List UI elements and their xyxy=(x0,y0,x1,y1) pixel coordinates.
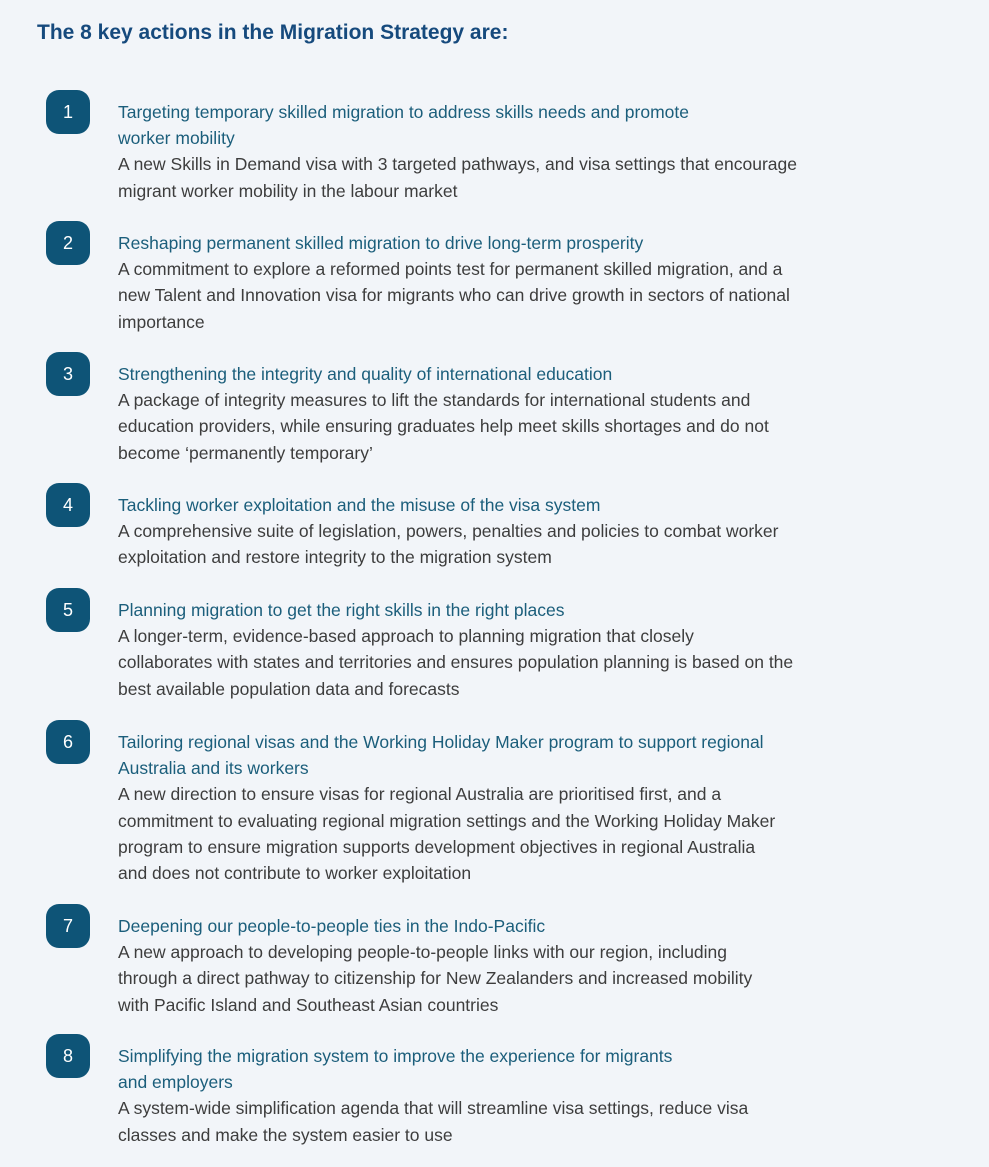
action-description xyxy=(118,939,948,1018)
action-title-line: Planning migration to get the right skills in the right places xyxy=(118,600,565,620)
action-title-line: Australia and its workers xyxy=(118,758,309,779)
action-description-line: A longer-term, evidence-based approach to planning migration that closely xyxy=(118,626,694,647)
action-title xyxy=(118,597,948,623)
action-description-line: classes and make the system easier to use xyxy=(118,1124,453,1145)
action-title-line: worker mobility xyxy=(118,128,235,149)
action-number-badge: 4 xyxy=(46,483,90,527)
action-title-line: Tackling worker exploitation and the misuse of the visa system xyxy=(118,495,601,515)
action-title-line: Tailoring regional visas and the Working Holiday Maker program to support regional xyxy=(118,732,764,752)
action-number-badge: 6 xyxy=(46,720,90,764)
action-title xyxy=(118,99,948,151)
action-title-line: Deepening our people-to-people ties in the Indo-Pacific xyxy=(118,916,546,936)
action-title-line: Reshaping permanent skilled migration to drive long-term prosperity xyxy=(118,233,644,253)
action-number-badge: 1 xyxy=(46,90,90,134)
action-description xyxy=(118,256,948,335)
action-description-line: A commitment to explore a reformed points test for permanent skilled migration, and a xyxy=(118,259,783,280)
action-description-line: new Talent and Innovation visa for migrants who can drive growth in sectors of national xyxy=(118,285,790,306)
action-description-line: become ‘permanently temporary’ xyxy=(118,442,373,463)
action-description xyxy=(118,781,948,886)
action-description-line: A package of integrity measures to lift the standards for international students and xyxy=(118,390,751,411)
action-title-line: Targeting temporary skilled migration to address skills needs and promote xyxy=(118,102,689,122)
action-description xyxy=(118,623,948,702)
action-description xyxy=(118,518,948,570)
action-title xyxy=(118,729,948,781)
page-title: The 8 key actions in the Migration Strategy are: xyxy=(37,21,509,44)
action-description-line: migrant worker mobility in the labour market xyxy=(118,180,458,201)
action-title-line: and employers xyxy=(118,1072,233,1093)
action-number-badge: 2 xyxy=(46,221,90,265)
action-description-line: A new direction to ensure visas for regional Australia are prioritised first, and a xyxy=(118,784,722,805)
action-description-line: exploitation and restore integrity to the migration system xyxy=(118,547,552,568)
action-title-line: Simplifying the migration system to improve the experience for migrants xyxy=(118,1046,673,1066)
action-title xyxy=(118,230,948,256)
action-description-line: A new Skills in Demand visa with 3 targeted pathways, and visa settings that encourage xyxy=(118,154,797,175)
action-description-line: A new approach to developing people-to-people links with our region, including xyxy=(118,942,728,963)
action-number-badge: 5 xyxy=(46,588,90,632)
action-description-line: A system-wide simplification agenda that will streamline visa settings, reduce visa xyxy=(118,1098,749,1119)
action-description xyxy=(118,151,948,203)
action-title xyxy=(118,913,948,939)
action-description-line: A comprehensive suite of legislation, powers, penalties and policies to combat worker xyxy=(118,521,779,542)
action-description-line: with Pacific Island and Southeast Asian countries xyxy=(118,994,499,1015)
action-title xyxy=(118,1043,948,1095)
action-description-line: best available population data and forecasts xyxy=(118,678,460,699)
action-description-line: commitment to evaluating regional migration settings and the Working Holiday Maker xyxy=(118,810,776,831)
action-title xyxy=(118,361,948,387)
action-description-line: collaborates with states and territories and ensures population planning is based on the xyxy=(118,652,794,673)
action-description-line: education providers, while ensuring graduates help meet skills shortages and do not xyxy=(118,416,769,437)
action-description-line: through a direct pathway to citizenship for New Zealanders and increased mobility xyxy=(118,968,753,989)
action-description-line: program to ensure migration supports development objectives in regional Australia xyxy=(118,836,756,857)
action-number-badge: 8 xyxy=(46,1034,90,1078)
action-description xyxy=(118,387,948,466)
action-number-badge: 3 xyxy=(46,352,90,396)
action-description-line: importance xyxy=(118,311,205,332)
action-description xyxy=(118,1095,948,1147)
action-title-line: Strengthening the integrity and quality of international education xyxy=(118,364,613,384)
action-description-line: and does not contribute to worker exploitation xyxy=(118,863,472,883)
action-title xyxy=(118,492,948,518)
action-number-badge: 7 xyxy=(46,904,90,948)
